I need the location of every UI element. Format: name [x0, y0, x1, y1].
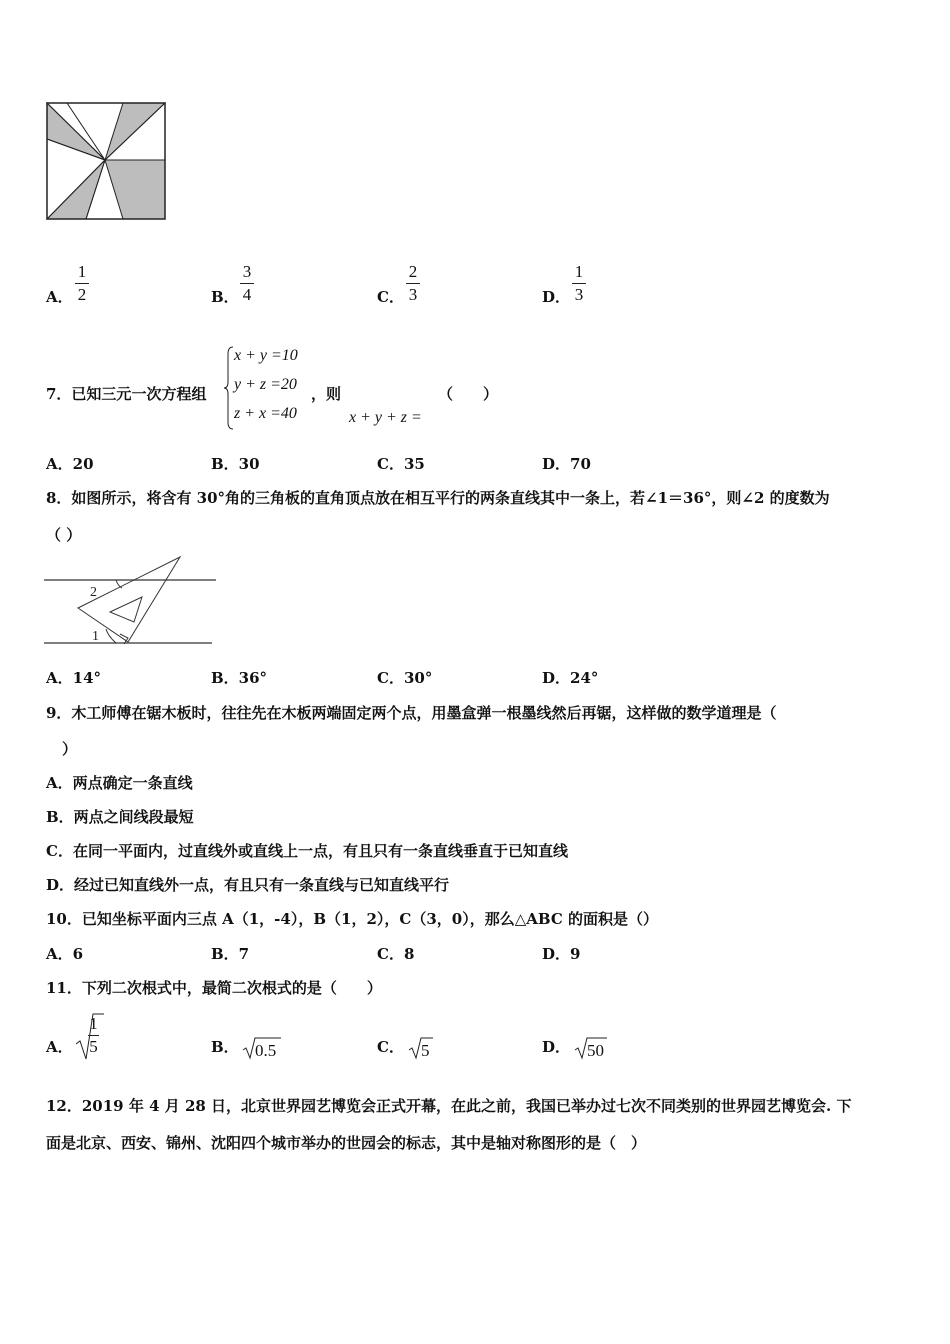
numerator: 3: [242, 262, 252, 281]
fraction: [406, 262, 420, 305]
q7-option-d[interactable]: D．70: [542, 455, 591, 473]
denominator: 5: [89, 1037, 98, 1056]
option-letter: B．: [211, 288, 239, 306]
radicand-fraction: [88, 1014, 99, 1057]
option-letter: D．: [542, 288, 571, 306]
denominator: 4: [242, 285, 252, 304]
denominator: 3: [408, 285, 418, 304]
q7-option-c[interactable]: C．35: [377, 455, 425, 473]
fraction: [572, 262, 586, 305]
q8-stem: 8．如图所示，将含有 30°角的三角板的直角顶点放在相互平行的两条直线其中一条上，若∠1＝36°，则∠2 的度数为: [46, 489, 830, 507]
q10-stem: 10．已知坐标平面内三点 A（1，-4），B（1，2），C（3，0），那么△ABC 的面积是（）: [46, 910, 658, 928]
q12-stem: 12．2019 年 4 月 28 日，北京世界园艺博览会正式开幕，在此之前，我国已举办过七次不同类别的世界园艺博览会. 下: [46, 1097, 852, 1115]
angle-1-label: 1: [92, 629, 99, 644]
q9-option-d[interactable]: D．经过已知直线外一点，有且只有一条直线与已知直线平行: [46, 876, 450, 894]
q10-option-b[interactable]: B．7: [211, 945, 250, 963]
q9-stem: 9．木工师傅在锯木板时，往往先在木板两端固定两个点，用墨盒弹一根墨线然后再锯，这样做的数学道理是（: [46, 704, 777, 722]
option-letter: A．: [46, 288, 73, 306]
q7-suffix: ，则: [311, 385, 342, 403]
shaded-square-figure: [44, 100, 168, 222]
q9-option-b[interactable]: B．两点之间线段最短: [46, 808, 194, 826]
q10-option-a[interactable]: A．6: [46, 945, 84, 963]
q8-option-d[interactable]: D．24°: [542, 669, 599, 687]
numerator: 1: [89, 1014, 98, 1033]
q7-option-a[interactable]: A．20: [46, 455, 94, 473]
q9-stem-end: ）: [62, 740, 78, 758]
numerator: 1: [574, 262, 584, 281]
option-letter: B．: [211, 1038, 239, 1056]
q11-stem: 11．下列二次根式中，最简二次根式的是（ ）: [46, 979, 382, 997]
brace-icon: [224, 346, 234, 430]
radicand: 0.5: [255, 1041, 277, 1060]
equation-1: x + y =10: [234, 347, 298, 364]
numerator: 2: [408, 262, 418, 281]
angle-2-label: 2: [90, 585, 97, 600]
q8-option-a[interactable]: A．14°: [46, 669, 102, 687]
q10-option-d[interactable]: D．9: [542, 945, 581, 963]
equation-2: y + z =20: [234, 376, 297, 393]
option-letter: C．: [377, 288, 404, 306]
radicand: 50: [587, 1041, 604, 1060]
option-letter: D．: [542, 1038, 571, 1056]
q8-option-c[interactable]: C．30°: [377, 669, 433, 687]
numerator: 1: [77, 262, 87, 281]
sum-expression: x + y + z =: [349, 409, 422, 426]
denominator: 3: [574, 285, 584, 304]
equation-3: z + x =40: [234, 405, 297, 422]
q7-stem: 7．已知三元一次方程组: [46, 385, 207, 403]
answer-blank: （ ）: [438, 385, 499, 403]
triangle-ruler-figure: [44, 552, 220, 652]
q7-option-b[interactable]: B．30: [211, 455, 260, 473]
q8-stem-end: （ ）: [46, 526, 82, 544]
q12-stem-end: 面是北京、西安、锦州、沈阳四个城市举办的世园会的标志，其中是轴对称图形的是（ ）: [46, 1134, 647, 1152]
radicand: 5: [421, 1041, 430, 1060]
option-letter: C．: [377, 1038, 404, 1056]
q9-option-c[interactable]: C．在同一平面内，过直线外或直线上一点，有且只有一条直线垂直于已知直线: [46, 842, 568, 860]
denominator: 2: [77, 285, 87, 304]
option-letter: A．: [46, 1038, 73, 1056]
fraction: [240, 262, 254, 305]
q9-option-a[interactable]: A．两点确定一条直线: [46, 774, 193, 792]
q10-option-c[interactable]: C．8: [377, 945, 415, 963]
fraction: [75, 262, 89, 305]
q8-option-b[interactable]: B．36°: [211, 669, 268, 687]
